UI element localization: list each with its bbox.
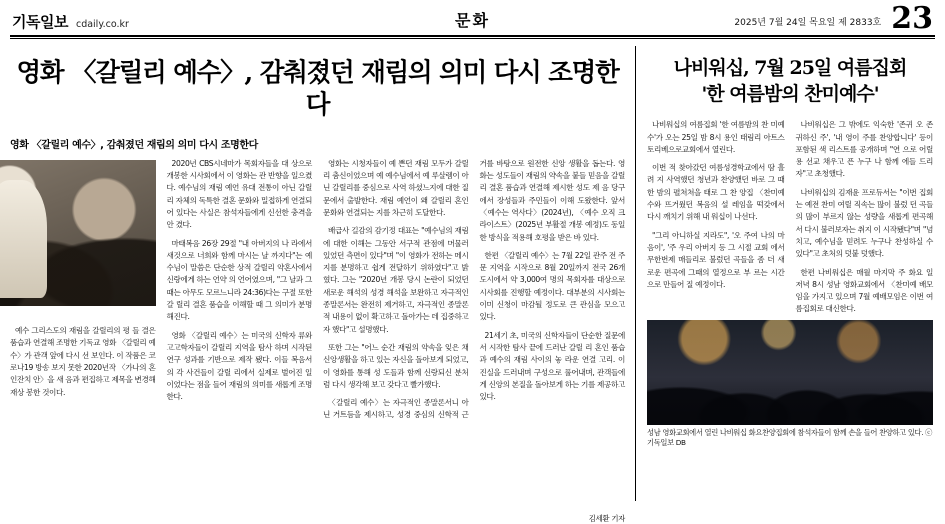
main-paragraph: 〈갈릴리 예수〉는 자극적인 종말론서니 아닌 거트듬을 제시하고, 성경 중심의 신학적 근거를 바탕으로 원전한 신앙 생활을 돕는다. 영화는 성도들이 재림의 약속을 붙들 믿음을 갈릴리 결혼 품습과 연결해 제시한 성도 제 음 당구에서 장성들과 주민들이 이해 도왔한다. 앞서 〈예수는 역사다〉(2024년), 〈예수 오직 크라이스트〉(2025년 부활절 개봉 예정)도 동일한 방식을 적용해 호평을 받은 바 있다. <box>323 158 625 420</box>
photo-art-figure <box>0 180 47 298</box>
masthead <box>10 1 935 36</box>
main-article <box>10 46 635 523</box>
side-paragraph: 나비워십의 여름집회 '한 여름밤의 찬 미예수'가 오는 25일 밤 8시 용인 태림리 아트스토리베으로교회에서 열린다. <box>647 120 785 154</box>
masthead-rule-thick <box>10 35 935 37</box>
main-headline: 영화 〈갈릴리 예수〉, 감춰졌던 재림의 의미 다시 조명한다 <box>16 58 619 120</box>
main-byline: 김세환 기자 <box>588 513 625 523</box>
main-photo-caption <box>0 308 156 320</box>
section-title: 문화 <box>455 11 490 30</box>
main-paragraph: 예수 그리스도의 재림을 갈릴리의 평 들 결은 품습과 연결해 조명한 기독교 영화 〈갈릴리 예수〉가 관객 앞에 다시 선 보인다. 이 작품은 코로나19 방송 보지 못한 2020년작 〈가나의 혼인잔치 안〉을 새 음과 편집하고 제목을 변경해 재상 봉한 것이다. <box>10 326 156 397</box>
paper-name: 기독일보 <box>12 12 68 31</box>
page-content <box>10 46 935 523</box>
main-paragraph: 영화 〈갈릴리 예수〉는 미국의 신학자 류와 고고학자들이 갈릴리 지역을 탐사 하며 시작된 연구 성과를 기반으로 제작 됐다. 이들 복음서의 각 사건들이 갈릴 리에서 실제로 벌어진 일이었다는 점을 들어 재림의 의미를 새롭게 조명한다. <box>166 330 312 402</box>
photo-art-stage <box>647 320 933 425</box>
side-photo-caption: 성남 영화교회에서 열린 나비워십 화요찬양집회에 참석자들이 함께 손을 들어 찬양하고 있다. ⓒ기독일보 DB <box>647 427 933 448</box>
main-paragraph: 21세기 초, 미국의 신학자들이 단순한 질문에서 시작한 탐사 끝에 드러난 갈릴 리 혼인 품습과 예수의 재림 사이의 놓 라운 연결 고리. 이 진실을 드러내며 구성으로 풀어내며, 관객들에게 신앙의 본질을 돌아보게 하는 기를 제공하고 있다. <box>479 330 625 402</box>
main-deck: 영화 〈갈릴리 예수〉, 감춰졌던 재림의 의미 다시 조명한다 <box>10 139 258 151</box>
side-article <box>636 46 933 501</box>
main-paragraph: 영화는 시청자들이 예 쁜던 재림 모두가 갈릴리 춤신이었으며 예 예수님에서 예 루살렘이 아닌 갈릴리를 중심으로 사역 하셨느지에 대한 질문에서 출발한다. 재림 예언이 왜 갈릴리 혼인 문화와 연결되는 지를 차근히 도달한다. <box>323 158 469 217</box>
paper-url[interactable]: cdaily.co.kr <box>75 18 129 30</box>
main-photo-block <box>0 160 156 320</box>
main-paragraph: 마태복음 26장 29절 "내 아버지의 나 라에서 새것으로 너희와 함께 마시는 날 까지다"는 예수님이 말씀은 단순한 상적 갈릴리 약혼사에서 신랑에게 하는 언약 의 언어였으며, "그 날과 그 때는 아무도 모르느니라 24:36)다는 구절 또한 갈 릴리 결혼 품습을 이해할 때 그 의미가 분명해진다. <box>166 238 312 322</box>
main-paragraph: 2020년 CBS시네마가 목회자들을 대 상으로 개봉한 시사회에서 이 영화는 관 반향을 일으켰다. 예수님의 재림 예언 유대 전통이 아닌 갈릴리 자체의 독특한 결혼 문화와 밀접하게 연결되어 있다는 사실은 참석자들에게 신선한 충격을 안 겼다. <box>166 158 312 230</box>
side-headline <box>647 56 933 107</box>
side-paragraph: 한편 나비워십은 매월 마지막 주 화요 일 저녁 8시 성남 영화교회에서 〈찬미예 배모임을 가지고 있으며 7월 예배모임은 이번 여름집회로 대신한다. <box>795 267 933 314</box>
side-headline-line1: 나비워십, 7월 25일 여름집회 <box>673 57 907 79</box>
side-headline-line2: '한 여름밤의 찬미예수' <box>701 82 879 105</box>
side-paragraph: 나비워십의 김재윤 프로듀서는 "이번 집회는 예전 찬미 여릴 직속는 많이 불렀 던 곡들의 많이 부르지 않는 성량을 새롭게 편곡해서 다시 불러보자는 취지 이 시작됐다"며 "넘치고, 예수님을 믿려도 누구나 찬성하실 수 있다"고 초처의 덧붙 덧했다. <box>795 187 933 259</box>
page-number: 23 <box>891 1 933 36</box>
side-photo <box>647 320 933 425</box>
main-article-body <box>10 158 625 510</box>
masthead-rule-thin <box>10 38 935 39</box>
side-paragraph: "그리 아니하실 지라도", '오 주여 나의 마음이', '주 우리 아버지 등 그 시절 교회 에서 무한번제 매들리로 불렀던 곡들을 좀 더 새로운 편곡에 그때의 열정으로 부 르는 시간으로 만들어 질 예정이다. <box>647 230 785 289</box>
side-article-body <box>647 119 933 315</box>
issue-date: 2025년 7월 24일 목요일 제 2833호 <box>734 17 882 28</box>
main-paragraph: 한편 〈갈릴리 예수〉는 7월 22일 관주 전 주문 지역을 시작으로 8월 20일까지 전국 26개 도시에서 약 3,000여 명의 목회자를 대상으로 시사회를 진행할 예정이다. 대부분의 시사회는 이미 신청이 마감될 정도로 큰 관심을 모으고 있다. <box>479 250 625 322</box>
main-paragraph: 또한 그는 "어느 순간 재림의 약속을 잊은 채 신앙생활을 하고 있는 자신을 돌아보게 되었고, 이 영화를 통해 성 도들과 함께 신랑되신 분처럼 다시 생각해 보고 갖다고 빨가했다. <box>323 342 469 389</box>
main-photo <box>0 160 156 306</box>
main-paragraph: 배급사 길감의 감기정 대표는 "예수님의 재림에 대한 이해는 그동안 서구적 관점에 머물러 있었던 측면이 있다"며 "이 영화가 전하는 메시지를 분명하고 쉽게 전달하기 위하였다"고 밝혔다. 그는 "2020년 개봉 당시 논란이 되었던 새로운 해석의 성경 해석을 보완하고 자극적인 종말론서는 완전히 제거하고, 자극적인 종말론적 내용이 없이 확고하고 돌아가는 데 집중하고자 했다"고 설명했다. <box>323 226 469 334</box>
side-paragraph: 나비워십은 그 밖에도 익숙한 '존귀 오 존귀하신 주', '내 영이 주를 찬양합니다' 등이 포함된 색 리스트를 공개하며 "연 으로 어릴 용 선교 채우고 픈 누구 나 함께 에들 드리자"고 초청했다. <box>795 120 933 179</box>
side-paragraph: 이번 적 찾아갔던 여름성경학교에서 땀 흘려 지 사역했던 청년과 찬양했던 바로 그 때 한 밤의 펼쳐쳐을 태로 그 찬 양집 〈찬미예수와 뜨거웠던 복음의 설 레임을 떡갖에서 다시 깨치기 위해 내 워십이 나선다. <box>647 163 785 222</box>
